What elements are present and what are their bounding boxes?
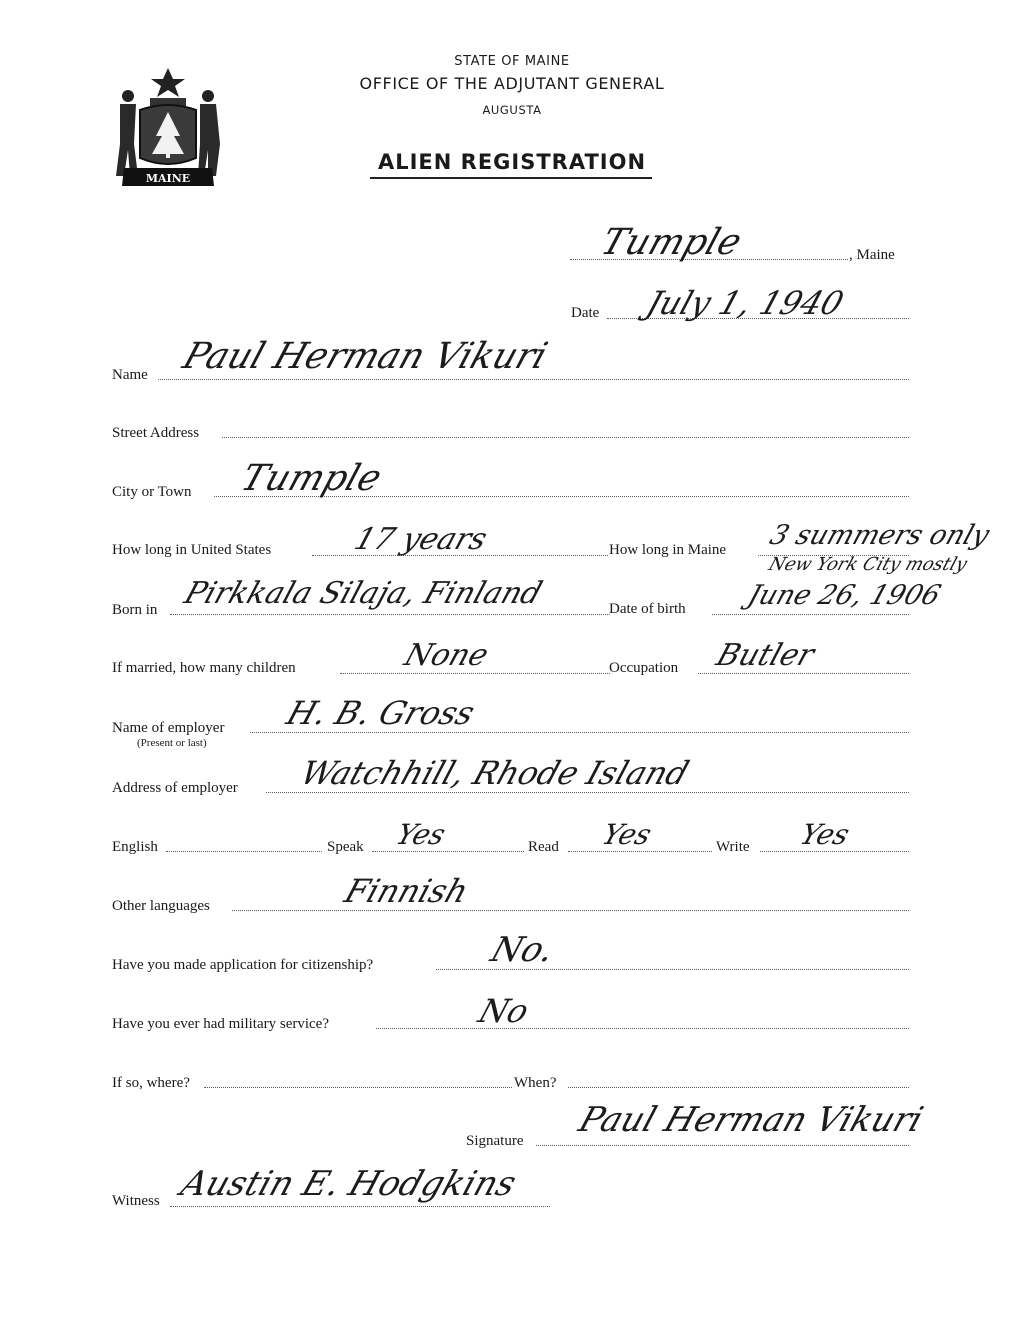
name-value: Paul Herman Vikuri [178, 336, 553, 377]
military-label: Have you ever had military service? [112, 1016, 329, 1032]
date-of-birth-line [712, 614, 909, 615]
speak-value: Yes [392, 818, 450, 851]
read-label: Read [528, 839, 559, 855]
employer-label: Name of employer [112, 720, 225, 736]
city-label: City or Town [112, 484, 192, 500]
occupation-line [698, 673, 909, 674]
witness-value: Austin E. Hodgkins [176, 1164, 522, 1204]
how-long-maine-label: How long in Maine [609, 542, 727, 558]
employer-address-label: Address of employer [112, 780, 238, 796]
how-long-maine-note: New York City mostly [766, 554, 970, 575]
speak-line [372, 851, 524, 852]
born-in-label: Born in [112, 602, 158, 618]
when-label: When? [514, 1075, 557, 1091]
write-label: Write [716, 839, 750, 855]
write-value: Yes [796, 818, 854, 851]
military-value: No [474, 992, 534, 1030]
date-value: July 1, 1940 [642, 284, 849, 322]
other-languages-line [232, 910, 909, 911]
title-underline [370, 177, 652, 179]
street-address-label: Street Address [112, 425, 200, 441]
date-label: Date [571, 305, 600, 321]
signature-line [536, 1145, 909, 1146]
signature-value: Paul Herman Vikuri [574, 1100, 928, 1140]
how-long-us-label: How long in United States [112, 542, 272, 558]
header-city: AUGUSTA [482, 103, 542, 117]
date-of-birth-value: June 26, 1906 [744, 580, 945, 611]
born-in-line [170, 614, 610, 615]
street-address-line [222, 437, 909, 438]
other-languages-label: Other languages [112, 898, 210, 914]
date-of-birth-label: Date of birth [609, 601, 686, 617]
employer-value: H. B. Gross [282, 694, 480, 732]
header-state: STATE OF MAINE [454, 54, 570, 69]
employer-address-value: Watchhill, Rhode Island [296, 754, 694, 792]
signature-label: Signature [466, 1133, 524, 1149]
children-value: None [400, 638, 493, 673]
other-languages-value: Finnish [340, 872, 474, 910]
header-office: OFFICE OF THE ADJUTANT GENERAL [359, 74, 665, 93]
witness-label: Witness [112, 1193, 160, 1209]
english-label: English [112, 839, 158, 855]
employer-address-line [266, 792, 909, 793]
occupation-value: Butler [712, 638, 819, 673]
read-value: Yes [598, 818, 656, 851]
seal-banner-text: MAINE [145, 172, 191, 185]
occupation-label: Occupation [609, 660, 679, 676]
when-line [568, 1087, 909, 1088]
if-so-where-label: If so, where? [112, 1075, 190, 1091]
place-value: Tumple [596, 222, 747, 263]
name-line [158, 379, 909, 380]
children-label: If married, how many children [112, 660, 296, 676]
citizenship-label: Have you made application for citizenship? [112, 957, 374, 973]
how-long-maine-value: 3 summers only [766, 520, 994, 551]
children-line [340, 673, 610, 674]
write-line [760, 851, 909, 852]
name-label: Name [112, 367, 148, 383]
speak-label: Speak [327, 839, 364, 855]
form-title: ALIEN REGISTRATION [377, 150, 647, 174]
born-in-value: Pirkkala Silaja, Finland [180, 576, 547, 611]
citizenship-value: No. [486, 930, 560, 970]
read-line [568, 851, 712, 852]
city-value: Tumple [236, 458, 387, 499]
witness-line [170, 1206, 550, 1207]
employer-line [250, 732, 909, 733]
english-line [166, 851, 322, 852]
if-so-where-line [204, 1087, 512, 1088]
employer-sublabel: (Present or last) [137, 737, 207, 749]
how-long-us-value: 17 years [350, 522, 492, 557]
military-line [376, 1028, 909, 1029]
maine-label: , Maine [849, 247, 895, 263]
